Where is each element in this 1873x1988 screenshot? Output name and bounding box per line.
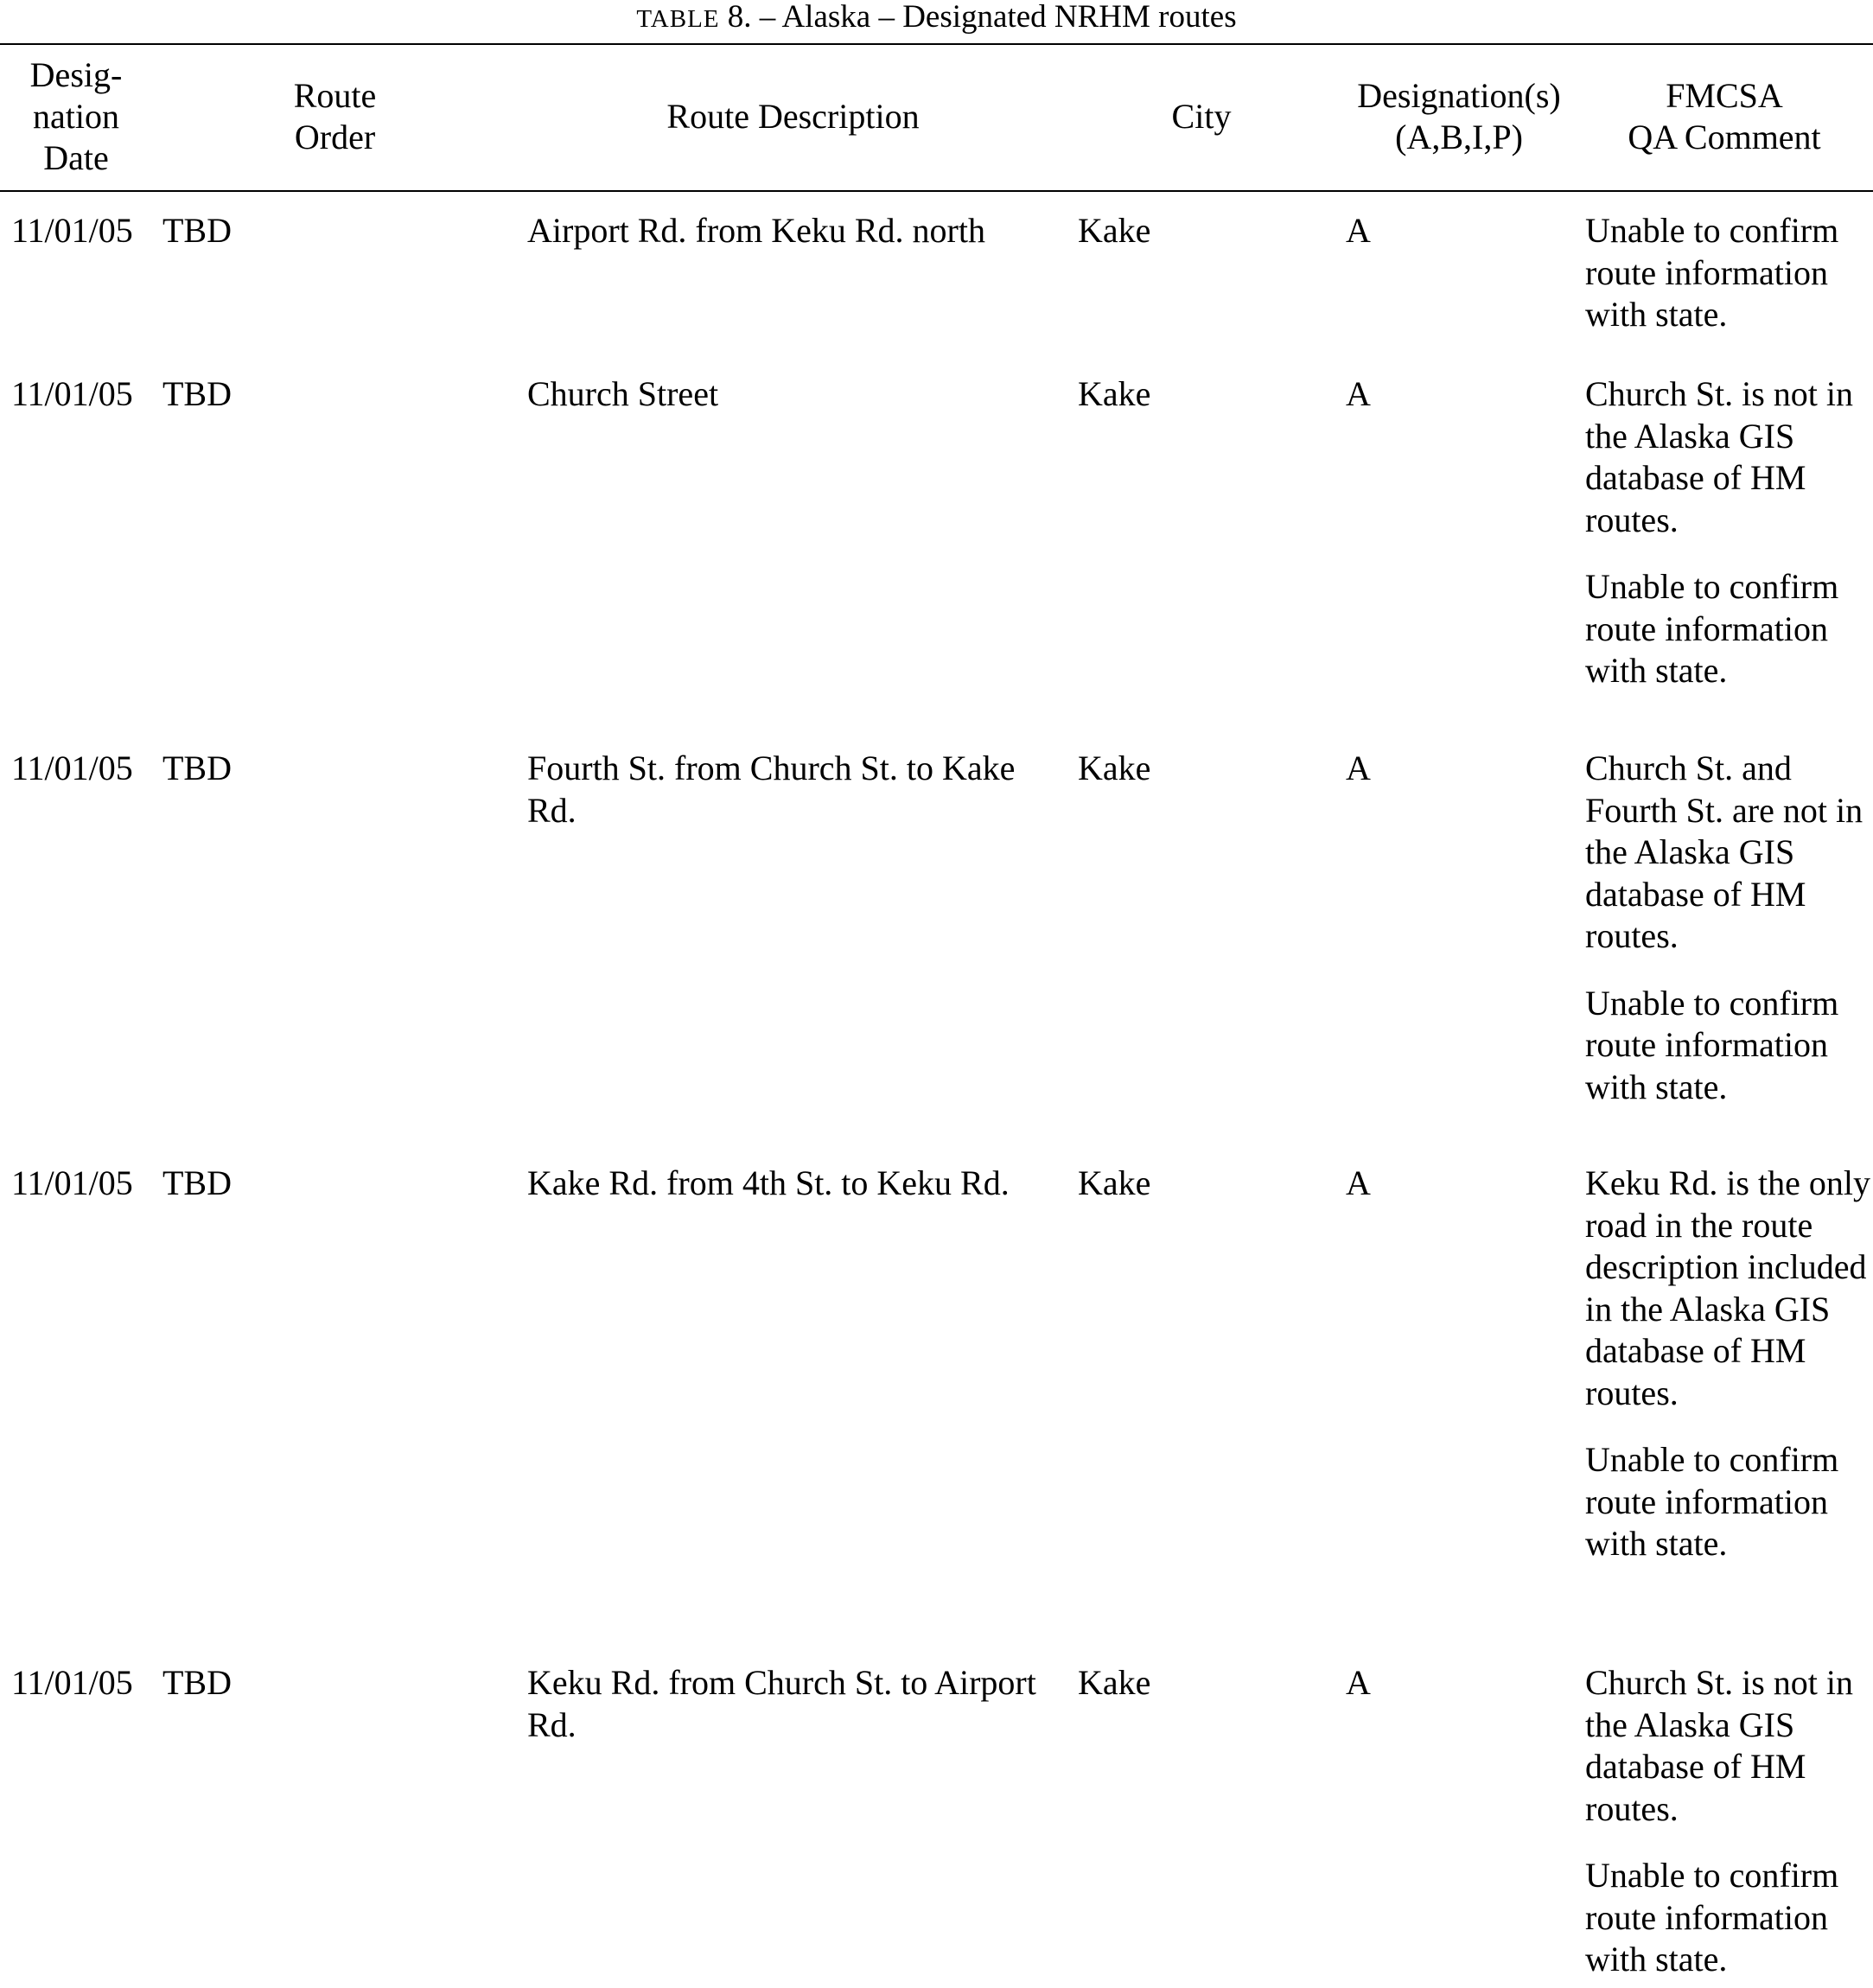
table-header-rule — [0, 190, 1873, 192]
cell-date: 11/01/05 — [11, 1663, 133, 1702]
cell-route-description: Kake Rd. from 4th St. to Keku Rd. — [527, 1163, 1010, 1202]
header-line: Designation(s) — [1357, 76, 1561, 115]
cell-route-order: TBD — [162, 1163, 232, 1202]
header-designation-date — [16, 54, 137, 179]
cell-designation: A — [1346, 211, 1371, 250]
header-line: Route Description — [666, 97, 920, 136]
header-route-description — [605, 96, 981, 137]
cell-designation: A — [1346, 1663, 1371, 1702]
cell-city: Kake — [1078, 1663, 1151, 1702]
cell-date: 11/01/05 — [11, 211, 133, 250]
cell-qa-comment — [1585, 373, 1870, 692]
cell-route-description: Church Street — [527, 374, 719, 413]
cell-city: Kake — [1078, 211, 1151, 250]
header-line: QA Comment — [1628, 118, 1821, 156]
cell-route-order: TBD — [162, 749, 232, 787]
header-line: Route — [293, 76, 377, 115]
comment-paragraph: Unable to confirm route information with state. — [1585, 1440, 1839, 1563]
comment-paragraph: Church St. is not in the Alaska GIS database of HM routes. — [1585, 1663, 1854, 1828]
comment-paragraph: Unable to confirm route information with state. — [1585, 211, 1839, 334]
header-line: Date — [43, 138, 109, 177]
table-caption-text: 8. – Alaska – Designated NRHM routes — [719, 0, 1237, 35]
cell-designation: A — [1346, 374, 1371, 413]
cell-route-order: TBD — [162, 374, 232, 413]
table-top-rule — [0, 43, 1873, 45]
cell-qa-comment — [1585, 1163, 1870, 1565]
cell-date: 11/01/05 — [11, 374, 133, 413]
header-line: City — [1171, 97, 1232, 136]
cell-qa-comment — [1585, 210, 1870, 336]
cell-route-order: TBD — [162, 1663, 232, 1702]
cell-date: 11/01/05 — [11, 749, 133, 787]
table-caption — [0, 0, 1873, 36]
cell-qa-comment — [1585, 1662, 1870, 1981]
header-line: Order — [294, 118, 376, 156]
cell-designation: A — [1346, 749, 1371, 787]
header-fmcsa-qa-comment — [1595, 75, 1854, 158]
table-caption-label: TABLE — [636, 5, 720, 33]
cell-designation: A — [1346, 1163, 1371, 1202]
comment-paragraph: Unable to confirm route information with state. — [1585, 567, 1839, 690]
header-line: nation — [33, 97, 119, 136]
comment-paragraph: Church St. and Fourth St. are not in the Alaska GIS database of HM routes. — [1585, 749, 1863, 955]
header-line: Desig- — [29, 55, 123, 94]
header-city — [1124, 96, 1279, 137]
cell-city: Kake — [1078, 1163, 1151, 1202]
cell-route-description: Airport Rd. from Keku Rd. north — [527, 211, 985, 250]
cell-route-description: Keku Rd. from Church St. to Airport Rd. — [527, 1663, 1036, 1744]
header-line: (A,B,I,P) — [1395, 118, 1523, 156]
header-line: FMCSA — [1666, 76, 1783, 115]
comment-paragraph: Unable to confirm route information with state. — [1585, 1856, 1839, 1978]
comment-paragraph: Church St. is not in the Alaska GIS database of HM routes. — [1585, 374, 1854, 539]
comment-paragraph: Unable to confirm route information with state. — [1585, 983, 1839, 1106]
header-route-order — [259, 75, 411, 158]
cell-city: Kake — [1078, 374, 1151, 413]
cell-date: 11/01/05 — [11, 1163, 133, 1202]
cell-city: Kake — [1078, 749, 1151, 787]
cell-route-order: TBD — [162, 211, 232, 250]
cell-qa-comment — [1585, 748, 1870, 1108]
cell-route-description: Fourth St. from Church St. to Kake Rd. — [527, 749, 1016, 830]
comment-paragraph: Keku Rd. is the only road in the route description included in the Alaska GIS database of HM routes. — [1585, 1163, 1870, 1412]
header-designations — [1338, 75, 1580, 158]
